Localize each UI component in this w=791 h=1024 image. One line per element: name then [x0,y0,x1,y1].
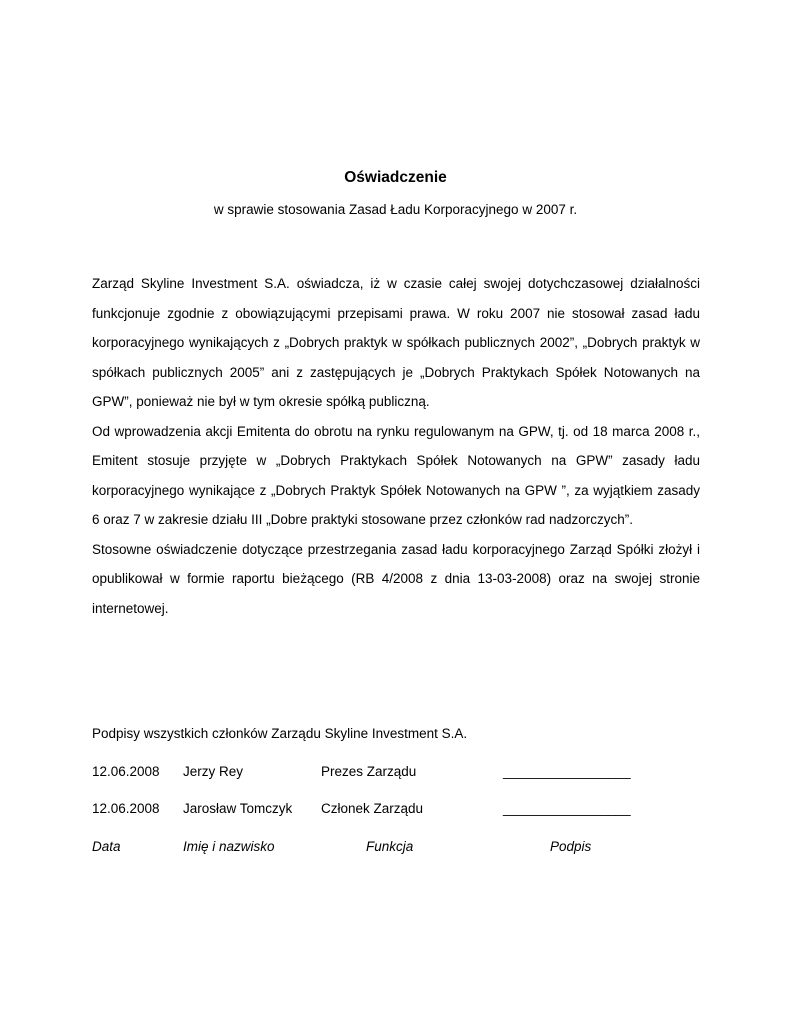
signature-function: Prezes Zarządu [321,764,417,779]
document-subtitle: w sprawie stosowania Zasad Ładu Korporacyjnego w 2007 r. [213,202,578,217]
signatures-intro: Podpisy wszystkich członków Zarządu Skyline Investment S.A. [92,726,468,741]
legend-name: Imię i nazwisko [183,839,275,854]
legend-date: Data [92,839,121,854]
paragraph: Zarząd Skyline Investment S.A. oświadcza, iż w czasie całej swojej dotychczasowej działalności funkcjonuje zgodnie z obowiązującymi przepisami prawa. W roku 2007 nie stosował zasad ładu korporacyjnego wynikających z „Dobrych praktyk w spółkach publicznych 2002”, „Dobrych praktyk w spółkach publicznych 2005” ani z zastępujących je „Dobrych Praktykach Spółek Notowanych na GPW”, ponieważ nie był w tym okresie spółką publiczną. [92,276,700,409]
signature-date: 12.06.2008 [92,764,160,779]
signature-line: _________________ [503,801,631,816]
signature-function: Członek Zarządu [321,801,424,816]
paragraph: Stosowne oświadczenie dotyczące przestrzegania zasad ładu korporacyjnego Zarząd Spółki złożył i opublikował w formie raportu bieżącego (RB 4/2008 z dnia 13-03-2008) oraz na swojej stronie internetowej. [92,541,700,616]
signature-line: _________________ [503,764,631,779]
document-title: Oświadczenie [344,169,447,186]
signature-name: Jerzy Rey [183,764,244,779]
legend-function: Funkcja [366,839,414,854]
legend-sign: Podpis [550,839,592,854]
paragraph: Od wprowadzenia akcji Emitenta do obrotu na rynku regulowanym na GPW, tj. od 18 marca 2008 r., Emitent stosuje przyjęte w „Dobrych Praktykach Spółek Notowanych na GPW” zasady ładu korporacyjnego wynikające z „Dobrych Praktyk Spółek Notowanych na GPW ”, za wyjątkiem zasady 6 oraz 7 w zakresie działu III „Dobre praktyki stosowane przez członków rad nadzorczych”. [92,423,700,527]
document-body [92,269,700,623]
signature-date: 12.06.2008 [92,801,160,816]
signature-name: Jarosław Tomczyk [183,801,293,816]
